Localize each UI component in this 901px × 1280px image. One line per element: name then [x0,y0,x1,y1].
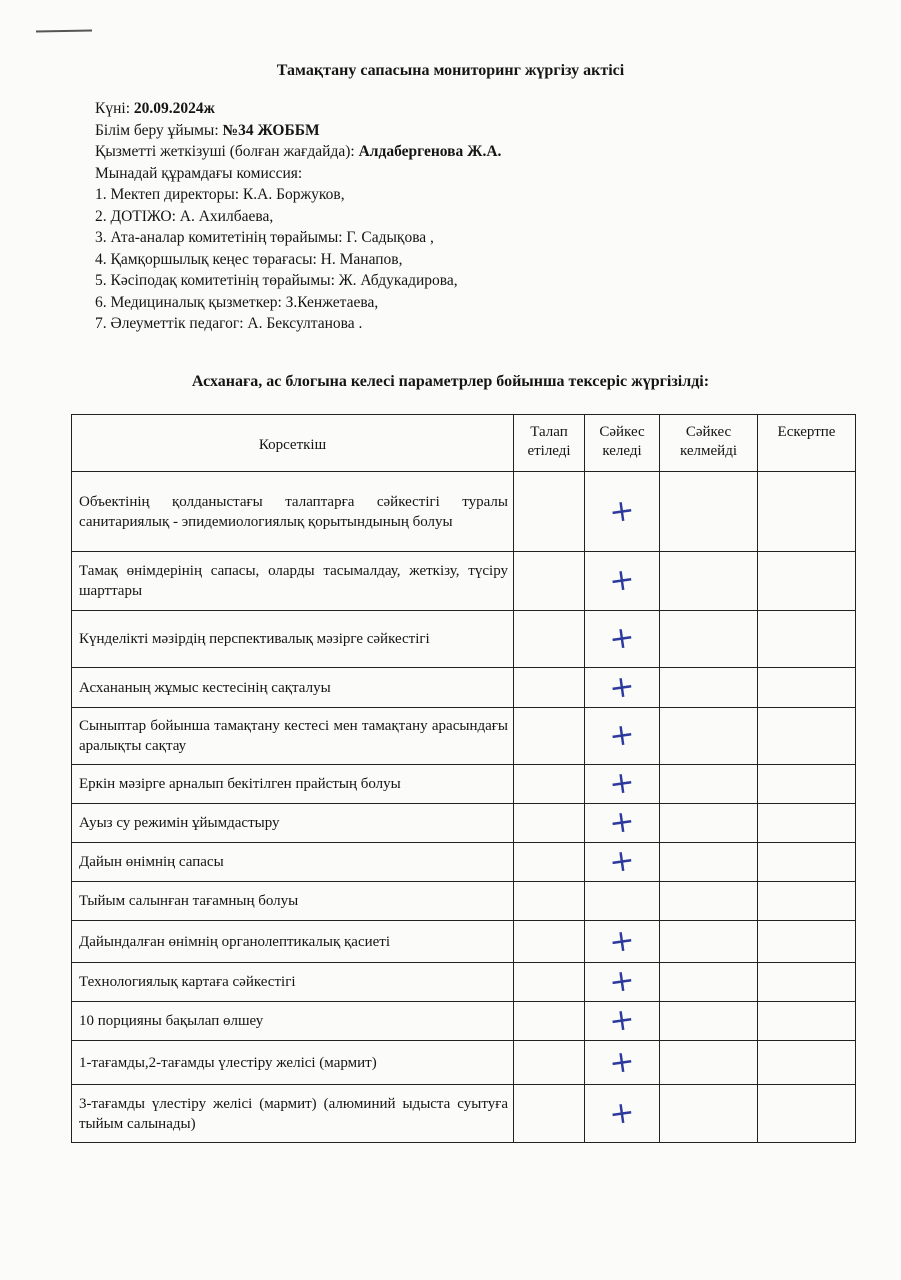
noncompliant-cell [660,921,758,963]
plus-check-mark: + [607,1042,637,1082]
table-row [72,843,856,882]
noncompliant-cell [660,708,758,765]
header-noncompliant: Сәйкес келмейді [660,415,758,472]
note-cell [758,921,856,963]
commission-member: 7. Әлеуметтік педагог: А. Бексултанова . [95,315,363,332]
table-header-row [72,415,856,472]
compliant-cell [585,1002,660,1041]
plus-check-mark: + [607,803,637,842]
compliant-cell [585,843,660,882]
supplier-value: Алдабергенова Ж.А. [358,143,502,160]
required-cell [514,472,585,552]
note-cell [758,1041,856,1085]
date-label: Күні: [95,100,134,117]
required-cell [514,611,585,668]
commission-label: Мынадай құрамдағы комиссия: [95,164,303,182]
note-cell [758,804,856,843]
date-row [95,98,501,120]
indicator-cell: Сыныптар бойынша тамақтану кестесі мен тамақтану арасындағы аралықты сақтау [72,708,514,765]
compliant-cell [585,963,660,1002]
indicator-cell: Тамақ өнімдерінің сапасы, оларды тасымалдау, жеткізу, түсіру шарттары [72,552,514,611]
note-cell [758,668,856,708]
note-cell [758,611,856,668]
note-cell [758,963,856,1002]
table-row [72,472,856,552]
table-row [72,668,856,708]
noncompliant-cell [660,1002,758,1041]
commission-member: 4. Қамқоршылық кеңес төрағасы: Н. Манапов, [95,250,403,268]
noncompliant-cell [660,963,758,1002]
note-cell [758,1002,856,1041]
header-compliant: Сәйкес келеді [585,415,660,472]
table-row [72,1041,856,1085]
indicator-cell: 3-тағамды үлестіру желісі (мармит) (алюминий ыдыста суытуға тыйым салынады) [72,1085,514,1143]
act-info [95,98,501,335]
commission-member: 2. ДОТІЖО: А. Ахилбаева, [95,207,274,225]
commission-member: 5. Кәсіподақ комитетінің төрайымы: Ж. Абдукадирова, [95,272,458,289]
document-title: Тамақтану сапасына мониторинг жүргізу актісі [276,62,625,79]
table-row [72,1085,856,1143]
compliant-cell [585,921,660,963]
date-value: 20.09.2024ж [133,100,215,117]
indicator-cell: Дайын өнімнің сапасы [72,843,514,882]
org-row [95,120,501,142]
plus-check-mark: + [607,921,637,961]
required-cell [514,963,585,1002]
plus-check-mark: + [607,667,637,707]
table-row [72,921,856,963]
noncompliant-cell [660,611,758,668]
plus-check-mark: + [607,561,637,600]
plus-check-mark [590,897,653,906]
inspection-table [71,414,856,1143]
noncompliant-cell [660,804,758,843]
compliant-cell [585,668,660,708]
required-cell [514,843,585,882]
required-cell [514,1085,585,1143]
note-cell [758,765,856,804]
compliant-cell [585,708,660,765]
indicator-cell: 1-тағамды,2-тағамды үлестіру желісі (мармит) [72,1041,514,1085]
compliant-cell [585,882,660,921]
note-cell [758,552,856,611]
noncompliant-cell [660,765,758,804]
noncompliant-cell [660,1085,758,1143]
commission-member: 3. Ата-аналар комитетінің төрайымы: Г. Садықова , [95,229,434,246]
required-cell [514,668,585,708]
table-row [72,963,856,1002]
plus-check-mark: + [607,716,637,755]
note-cell [758,1085,856,1143]
indicator-cell: Тыйым салынған тағамның болуы [72,882,514,921]
plus-check-mark: + [607,1093,637,1133]
plus-check-mark: + [607,842,637,881]
table-row [72,1002,856,1041]
indicator-cell: Технологиялық картаға сәйкестігі [72,963,514,1002]
table-row [72,882,856,921]
indicator-cell: 10 порцияны бақылап өлшеу [72,1002,514,1041]
header-note: Ескертпе [758,415,856,472]
corner-pen-mark [36,30,92,33]
note-cell [758,843,856,882]
indicator-cell: Күнделікті мәзірдің перспективалық мәзірге сәйкестігі [72,611,514,668]
noncompliant-cell [660,1041,758,1085]
note-cell [758,882,856,921]
section-subtitle: Асханаға, ас блогына келесі параметрлер бойынша тексеріс жүргізілді: [191,373,710,390]
noncompliant-cell [660,552,758,611]
compliant-cell [585,804,660,843]
indicator-cell: Дайындалған өнімнің органолептикалық қасиеті [72,921,514,963]
plus-check-mark: + [607,764,637,803]
header-indicator: Корсеткіш [72,415,514,472]
indicator-cell: Асхананың жұмыс кестесінің сақталуы [72,668,514,708]
note-cell [758,472,856,552]
compliant-cell [585,1085,660,1143]
required-cell [514,1041,585,1085]
plus-check-mark: + [607,619,637,658]
indicator-cell: Объектінің қолданыстағы талаптарға сәйкестігі туралы санитариялық - эпидемиологиялық қорытындының болуы [72,472,514,552]
supplier-label: Қызметті жеткізуші (болған жағдайда): [95,143,359,160]
noncompliant-cell [660,882,758,921]
note-cell [758,708,856,765]
table-row [72,611,856,668]
compliant-cell [585,552,660,611]
table-row [72,708,856,765]
required-cell [514,765,585,804]
table-row [72,552,856,611]
commission-member: 1. Мектеп директоры: К.А. Боржуков, [95,186,345,203]
org-label: Білім беру ұйымы: [95,121,223,139]
compliant-cell [585,765,660,804]
required-cell [514,552,585,611]
org-value: №34 ЖОББМ [222,121,320,139]
table-row [72,765,856,804]
supplier-row [95,141,501,163]
noncompliant-cell [660,472,758,552]
required-cell [514,804,585,843]
noncompliant-cell [660,668,758,708]
plus-check-mark: + [607,962,637,1001]
required-cell [514,1002,585,1041]
compliant-cell [585,611,660,668]
header-required: Талап етіледі [514,415,585,472]
indicator-cell: Еркін мәзірге арналып бекітілген прайстың болуы [72,765,514,804]
indicator-cell: Ауыз су режимін ұйымдастыру [72,804,514,843]
required-cell [514,921,585,963]
compliant-cell [585,1041,660,1085]
commission-member: 6. Медициналық қызметкер: З.Кенжетаева, [95,293,379,311]
noncompliant-cell [660,843,758,882]
compliant-cell [585,472,660,552]
plus-check-mark: + [607,491,637,531]
required-cell [514,708,585,765]
table-row [72,804,856,843]
required-cell [514,882,585,921]
plus-check-mark: + [607,1001,637,1040]
